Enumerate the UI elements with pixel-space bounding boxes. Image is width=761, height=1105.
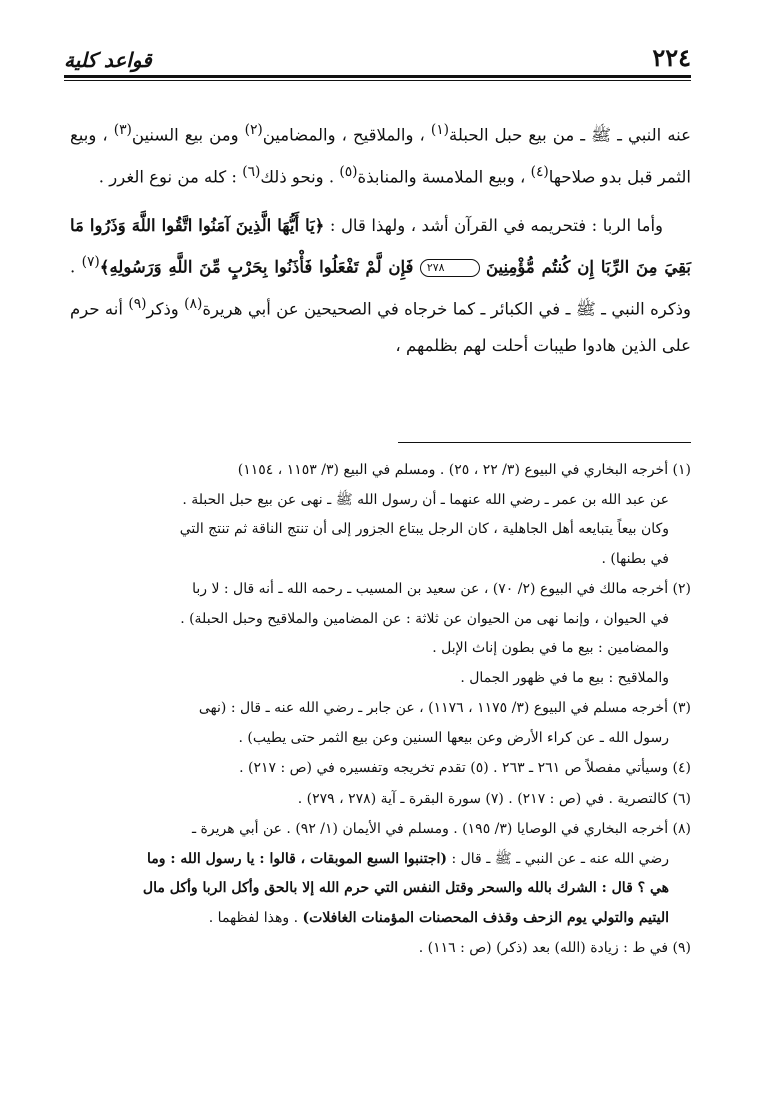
footnote-ref[interactable]: (٢): [244, 122, 263, 138]
footnote-ref[interactable]: (٣): [113, 122, 132, 138]
footnote-separator: [398, 442, 691, 443]
footnotes: [70, 456, 691, 965]
header-rule: [64, 75, 691, 78]
footnote-ref[interactable]: (٨): [184, 295, 203, 312]
footnote-ref[interactable]: (٥): [339, 163, 358, 180]
quran-verse-cont: فَإِن لَّمْ تَفْعَلُوا فَأْذَنُوا بِحَرْبٍ مِّنَ اللَّهِ وَرَسُولِهِ﴾: [99, 257, 414, 277]
footnote-4-5: (٤) وسيأتي مفصلاً ص ٢٦١ ـ ٢٦٣ . (٥) تقدم تخريجه وتفسيره في (ص : ٢١٧) .: [239, 760, 691, 776]
footnote-1: (١) أخرجه البخاري في البيوع (٣/ ٢٢ ، ٢٥) . ومسلم في البيع (٣/ ١١٥٣ ، ١١٥٤) عن عبد الله بن عمر ـ رضي الله عنهما ـ أن رسول الله ﷺ ـ نهى عن بيع حبل الحبلة . وكان بيعاً يتبايعه أهل الجاهلية ، كان الرجل يبتاع الجزور إلى أن تنتج الناقة ثم تنتج التي في بطنها) .: [179, 462, 691, 567]
page-header: [64, 38, 691, 72]
footnote-9: (٩) في ط : زيادة (الله) بعد (ذكر) (ص : ١١٦) .: [418, 940, 691, 956]
footnote-ref[interactable]: (٤): [530, 163, 549, 180]
footnote-ref[interactable]: (٧): [81, 254, 100, 270]
footnote-ref[interactable]: (٦): [242, 163, 261, 180]
footnote-2: (٢) أخرجه مالك في البيوع (٢/ ٧٠) ، عن سعيد بن المسيب ـ رحمه الله ـ أنه قال : لا ربا في الحيوان ، وإنما نهى من الحيوان عن ثلاثة : عن المضامين والملاقيح وحبل الحبلة) . والمضامين : بيع ما في بطون إناث الإبل . والملاقيح : بيع ما في ظهور الجمال .: [180, 581, 691, 686]
paragraph-gharar: عنه النبي ـ ﷺ ـ من بيع حبل الحبلة$^{(١)}$ ، والملاقيح ، والمضامين$^{(٢)}$ ومن بيع السنين$^{(٣)}$ ، وبيع الثمر قبل بدو صلاحها$^{(٤)}$ ، وبيع الملامسة والمنابذة$^{(٥)}$ . ونحو ذلك$^{(٦)}$ : كله من نوع الغرر .: [70, 122, 691, 186]
footnote-8: (٨) أخرجه البخاري في الوصايا (٣/ ١٩٥) . ومسلم في الأيمان (١/ ٩٢) . عن أبي هريرة ـ رضي الله عنه ـ عن النبي ـ ﷺ ـ قال : (اجتنبوا السبع الموبقات ، قالوا : يا رسول الله : وما هي ؟ قال : الشرك بالله والسحر وقتل النفس التي حرم الله إلا بالحق وأكل الربا وأكل مال اليتيم والتولي يوم الزحف وقذف المحصنات المؤمنات الغافلات) . وهذا لفظهما .: [142, 821, 691, 926]
header-rule-thin: [64, 80, 691, 81]
main-text: [70, 112, 691, 364]
ayah-number-mark: ٢٧٨: [420, 259, 480, 277]
footnote-6-7: (٦) كالتصرية . في (ص : ٢١٧) . (٧) سورة البقرة ـ آية (٢٧٨ ، ٢٧٩) .: [297, 790, 691, 807]
footnote-ref[interactable]: (٩): [128, 295, 147, 312]
running-title: قواعد كلية: [64, 48, 152, 72]
footnote-3: (٣) أخرجه مسلم في البيوع (٣/ ١١٧٥ ، ١١٧٦) ، عن جابر ـ رضي الله عنه ـ قال : (نهى رسول الله ـ عن كراء الأرض وعن بيعها السنين وعن بيع الثمر حتى يطيب) .: [198, 700, 691, 746]
paragraph-riba: وأما الربا : فتحريمه في القرآن أشد ، ولهذا قال : ﴿يَا أَيُّهَا الَّذِينَ آمَنُوا اتَّقُوا اللَّهَ وَذَرُوا مَا بَقِيَ مِنَ الرِّبَا إِن كُنتُم مُّؤْمِنِينَ ٢٧٨ فَإِن لَّمْ تَفْعَلُوا فَأْذَنُوا بِحَرْبٍ مِّنَ اللَّهِ وَرَسُولِهِ﴾$^{(٧)}$ . وذكره النبي ـ ﷺ ـ في الكبائر ـ كما خرجاه في الصحيحين عن أبي هريرة$^{(٨)}$ وذكر$^{(٩)}$ أنه حرم على الذين هادوا طيبات أحلت لهم بظلمهم ،: [70, 216, 692, 355]
footnote-ref[interactable]: (١): [430, 122, 450, 138]
quran-verse: ﴿يَا أَيُّهَا الَّذِينَ آمَنُوا اتَّقُوا اللَّهَ وَذَرُوا مَا بَقِيَ مِنَ الرِّبَا إِن كُنتُم مُّؤْمِنِينَ: [70, 216, 692, 277]
page-number: ٢٢٤: [652, 43, 691, 72]
